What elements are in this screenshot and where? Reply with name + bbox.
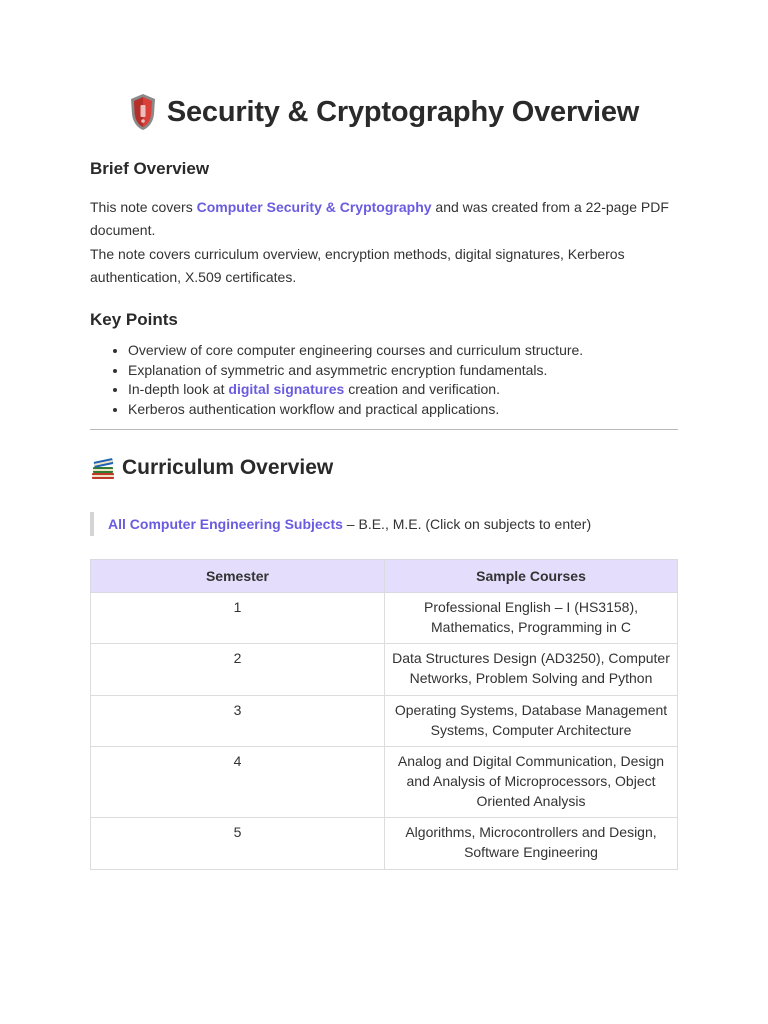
line-text: This note covers (90, 199, 197, 215)
table-row (91, 695, 678, 746)
table-row (91, 644, 678, 695)
column-header-semester: Semester (91, 560, 385, 593)
brief-overview-line-2: The note covers curriculum overview, encryption methods, digital signatures, Kerberos authentication, X.509 certificates. (90, 246, 625, 285)
table-row (91, 593, 678, 644)
table-header-row (91, 560, 678, 593)
courses-cell: Operating Systems, Database Management Systems, Computer Architecture (385, 695, 678, 746)
courses-cell: Professional English – I (HS3158), Mathematics, Programming in C (385, 593, 678, 644)
semester-cell: 5 (91, 818, 385, 869)
line-text: and was created from a 22-page PDF document. (90, 199, 669, 238)
list-item: • Explanation of symmetric and asymmetric encryption fundamentals. (128, 361, 583, 381)
quote-text: – B.E., M.E. (Click on subjects to enter) (342, 516, 592, 532)
curriculum-heading: Curriculum Overview (122, 456, 334, 479)
item-text: In-depth look at (128, 381, 229, 398)
curriculum-table (90, 559, 678, 870)
semester-cell: 4 (91, 747, 385, 818)
shield-icon (129, 92, 157, 132)
courses-cell: Data Structures Design (AD3250), Computer Networks, Problem Solving and Python (385, 644, 678, 695)
list-item: • Overview of core computer engineering courses and curriculum structure. (128, 341, 583, 361)
brief-overview-line-1 (90, 196, 678, 242)
list-item (128, 380, 583, 400)
item-text: creation and verification. (344, 381, 500, 398)
brief-overview-heading: Brief Overview (90, 159, 210, 178)
courses-cell: Analog and Digital Communication, Design and Analysis of Microprocessors, Object Oriented Analysis (385, 747, 678, 818)
books-icon (90, 455, 116, 481)
list-item: • Kerberos authentication workflow and practical applications. (128, 400, 583, 420)
column-header-courses: Sample Courses (385, 560, 678, 593)
semester-cell: 2 (91, 644, 385, 695)
table-row (91, 747, 678, 818)
table-row (91, 818, 678, 869)
digital-signatures-link[interactable]: digital signatures (228, 381, 345, 398)
title-row (90, 92, 678, 132)
key-points-heading: Key Points (90, 310, 178, 329)
computer-security-link[interactable]: Computer Security & Cryptography (196, 199, 432, 215)
courses-cell: Algorithms, Microcontrollers and Design, Software Engineering (385, 818, 678, 869)
key-points-list (90, 341, 583, 420)
semester-cell: 1 (91, 593, 385, 644)
all-subjects-link[interactable]: All Computer Engineering Subjects (108, 516, 343, 532)
curriculum-heading-row (90, 455, 333, 481)
page-title: Security & Cryptography Overview (166, 95, 640, 128)
divider (90, 429, 678, 430)
semester-cell: 3 (91, 695, 385, 746)
blockquote (90, 512, 591, 536)
